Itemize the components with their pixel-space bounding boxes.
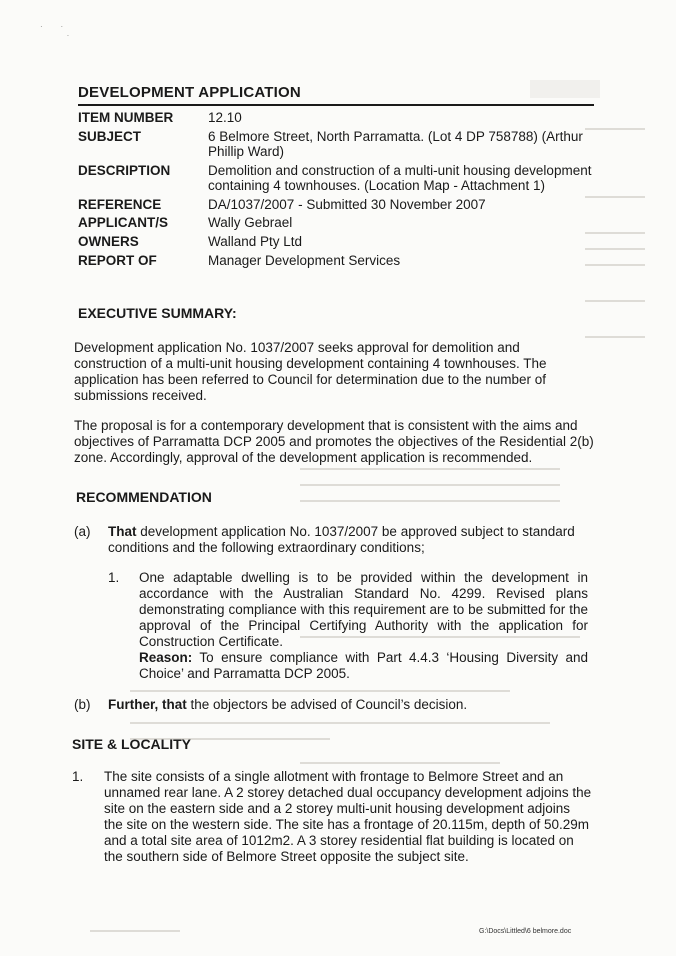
recommendation-a [74,524,594,556]
file-path-footer: G:\Docs\Littled\6 belmore.doc [479,928,572,935]
detail-value: Wally Gebrael [208,215,293,230]
condition-reason-lead: Reason: [139,650,193,665]
executive-summary-paragraph: The proposal is for a contemporary development that is consistent with the aims and objectives of Parramatta DCP 2005 and promotes the objectives of the Residential 2(b) zone. Accordingly, approval of the development application is recommended. [74,418,594,465]
detail-label: ITEM NUMBER [78,110,174,125]
site-locality-item-1 [72,769,592,865]
detail-row-report-of [78,253,598,269]
detail-label: REFERENCE [78,196,162,212]
detail-row-owners [78,234,598,250]
recommendation-marker: (b) [74,697,91,712]
show-through-line [300,468,560,470]
condition-text: One adaptable dwelling is to be provided within the development in accordance with the Australian Standard No. 4299. Revised plans demonstrating compliance with this requirement are to be submitted for the approval of the Principal Certifying Authority with the application for Construction Certificate. [139,570,588,649]
show-through-line [585,336,645,338]
executive-summary-paragraph: Development application No. 1037/2007 seeks approval for demolition and construction of a multi-unit housing development containing 4 townhouses. The application has been referred to Council for determination due to the number of submissions received. [74,340,547,403]
condition-number: 1. [108,570,120,585]
detail-row-applicants [78,215,598,231]
site-description: The site consists of a single allotment with frontage to Belmore Street and an unnamed rear lane. A 2 storey detached dual occupancy development adjoins the site on the eastern side and a 2 storey multi-unit housing development adjoins the site on the western side. The site has a frontage of 20.115m, depth of 50.29m and a total site area of 1012m2. A 3 storey residential flat building is located on the southern side of Belmore Street opposite the subject site. [104,769,592,864]
detail-row-item-number [78,110,598,126]
extraordinary-condition-1 [108,570,588,682]
show-through-line [90,930,180,932]
detail-label: SUBJECT [78,128,142,144]
detail-value: DA/1037/2007 - Submitted 30 November 2007 [208,196,486,212]
application-details [78,110,598,272]
detail-value: Walland Pty Ltd [208,233,303,249]
title-underline [78,104,594,106]
detail-label: OWNERS [78,233,139,249]
detail-row-reference [78,197,598,213]
show-through-header [530,80,600,98]
detail-row-description [78,163,598,194]
detail-label: REPORT OF [78,253,157,268]
scan-specks: · · · [40,22,70,40]
recommendation-lead: That [108,524,137,539]
show-through-line [130,690,510,692]
detail-value: 12.10 [208,110,242,125]
detail-value: 6 Belmore Street, North Parramatta. (Lot 4 DP 758788) (Arthur Phillip Ward) [208,128,583,159]
recommendation-heading: RECOMMENDATION [76,489,212,505]
document-title: DEVELOPMENT APPLICATION [78,84,301,101]
recommendation-marker: (a) [74,524,91,539]
site-locality-heading: SITE & LOCALITY [72,736,191,752]
show-through-line [300,500,560,502]
executive-summary-heading: EXECUTIVE SUMMARY: [78,305,237,321]
detail-label: APPLICANT/S [78,215,169,230]
detail-row-subject [78,129,598,160]
show-through-line [300,762,500,764]
recommendation-b [74,697,594,713]
recommendation-text: the objectors be advised of Council’s decision. [186,697,468,712]
condition-reason-text: To ensure compliance with Part 4.4.3 ‘Housing Diversity and Choice’ and Parramatta DCP 2005. [139,650,588,681]
show-through-line [130,722,550,724]
item-number: 1. [72,769,84,784]
show-through-line [585,300,645,302]
detail-label: DESCRIPTION [78,162,171,178]
detail-value: Manager Development Services [208,253,401,268]
recommendation-text: development application No. 1037/2007 be approved subject to standard conditions and the following extraordinary conditions; [108,524,575,555]
show-through-line [300,484,560,486]
detail-value: Demolition and construction of a multi-unit housing development containing 4 townhouses. (Location Map - Attachment 1) [208,162,592,193]
recommendation-lead: Further, that [108,697,187,712]
